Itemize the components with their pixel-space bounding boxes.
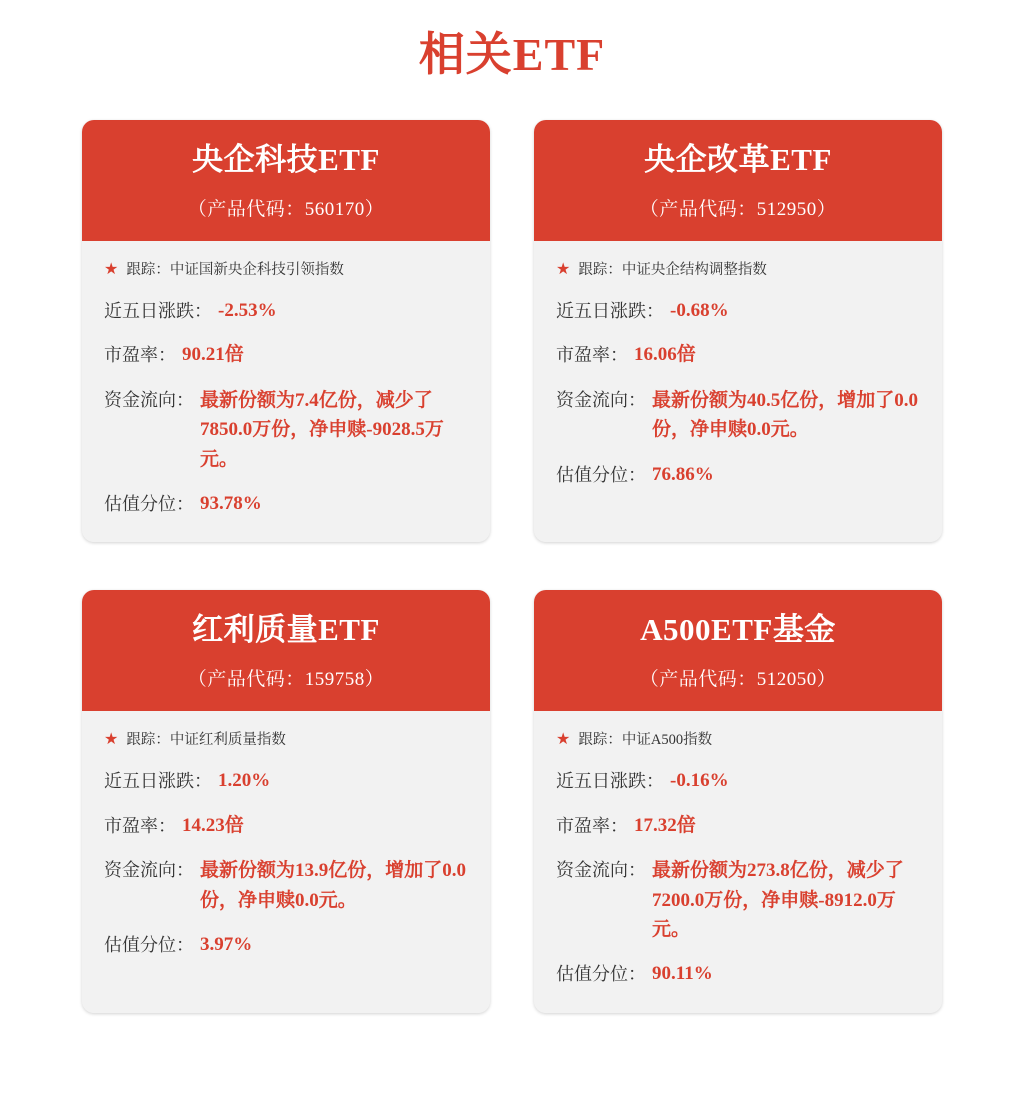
etf-code-prefix: （产品代码： [187, 669, 305, 691]
etf-valuation-label: 估值分位： [556, 464, 646, 485]
etf-valuation-label: 估值分位： [104, 934, 194, 955]
etf-pe-ratio-value: 17.32倍 [634, 814, 696, 836]
etf-code-value: 159758 [304, 669, 365, 691]
etf-five-day-change-label: 近五日涨跌： [556, 771, 664, 792]
etf-code [98, 194, 474, 221]
etf-code [550, 194, 926, 221]
star-icon: ★ [104, 731, 119, 749]
etf-code-prefix: （产品代码： [187, 198, 305, 220]
etf-track-row [556, 261, 920, 279]
etf-fund-flow-label: 资金流向： [556, 860, 646, 881]
etf-card-body [534, 711, 942, 1013]
etf-track-row [104, 261, 468, 279]
etf-card-body [82, 711, 490, 1013]
etf-fund-flow-row [104, 856, 468, 915]
etf-fund-flow-value: 最新份额为40.5亿份，增加了0.0份，净申赎0.0元。 [652, 389, 919, 441]
etf-card-header [82, 590, 490, 711]
etf-track-label: 跟踪： [126, 261, 170, 278]
etf-fund-flow-label: 资金流向： [104, 389, 194, 410]
etf-fund-flow-value: 最新份额为13.9亿份，增加了0.0份，净申赎0.0元。 [200, 860, 467, 911]
etf-five-day-change-value: 1.20% [218, 770, 271, 792]
etf-five-day-change-row [556, 767, 920, 796]
etf-name: 央企科技ETF [192, 142, 380, 177]
etf-pe-ratio-row [556, 812, 920, 841]
etf-code-prefix: （产品代码： [639, 669, 757, 691]
etf-code [550, 664, 926, 691]
etf-pe-ratio-label: 市盈率： [104, 345, 176, 366]
etf-five-day-change-row [104, 767, 468, 796]
etf-card[interactable] [82, 120, 490, 542]
etf-track-row [104, 731, 468, 749]
etf-five-day-change-label: 近五日涨跌： [104, 300, 212, 321]
page-title: 相关ETF [418, 29, 606, 80]
etf-name: 红利质量ETF [192, 612, 380, 648]
etf-valuation-row [104, 931, 468, 960]
etf-track-text [126, 731, 286, 749]
etf-track-label: 跟踪： [578, 732, 622, 749]
etf-track-label: 跟踪： [578, 261, 622, 278]
etf-card[interactable] [534, 120, 942, 542]
etf-valuation-row [556, 461, 920, 490]
etf-fund-flow-row [556, 386, 920, 445]
etf-fund-flow-value: 最新份额为7.4亿份，减少了7850.0万份，净申赎-9028.5万元。 [200, 389, 444, 470]
etf-five-day-change-label: 近五日涨跌： [104, 771, 212, 792]
etf-name: 央企改革ETF [644, 142, 832, 177]
etf-five-day-change-row [556, 297, 920, 326]
etf-five-day-change-row [104, 297, 468, 326]
etf-pe-ratio-row [104, 812, 468, 841]
star-icon: ★ [104, 260, 119, 278]
etf-pe-ratio-label: 市盈率： [104, 815, 176, 836]
etf-valuation-value: 93.78% [200, 492, 262, 514]
etf-card-grid [82, 120, 942, 1013]
etf-fund-flow-row [104, 386, 468, 474]
etf-card-header [82, 120, 490, 241]
etf-five-day-change-value: -0.68% [670, 299, 729, 321]
etf-track-text [578, 261, 767, 279]
etf-five-day-change-label: 近五日涨跌： [556, 300, 664, 321]
etf-pe-ratio-label: 市盈率： [556, 345, 628, 366]
etf-code-suffix: ） [364, 669, 385, 691]
etf-fund-flow-label: 资金流向： [104, 860, 194, 881]
etf-track-label: 跟踪： [126, 732, 170, 749]
etf-valuation-row [556, 960, 920, 989]
etf-valuation-label: 估值分位： [104, 493, 194, 514]
etf-pe-ratio-value: 14.23倍 [182, 814, 244, 836]
etf-code-value: 512050 [756, 669, 817, 691]
etf-fund-flow-value: 最新份额为273.8亿份，减少了7200.0万份，净申赎-8912.0万元。 [652, 860, 904, 940]
etf-track-text [578, 731, 712, 749]
etf-fund-flow-label: 资金流向： [556, 389, 646, 410]
etf-card[interactable] [534, 590, 942, 1012]
etf-five-day-change-value: -2.53% [218, 299, 277, 321]
etf-fund-flow-row [556, 856, 920, 944]
etf-track-row [556, 731, 920, 749]
etf-track-value: 中证央企结构调整指数 [621, 261, 767, 278]
etf-code-suffix: ） [364, 198, 385, 220]
etf-pe-ratio-row [104, 341, 468, 370]
etf-track-value: 中证国新央企科技引领指数 [169, 261, 344, 278]
etf-pe-ratio-row [556, 341, 920, 370]
etf-page [0, 18, 1024, 1013]
etf-pe-ratio-value: 16.06倍 [634, 344, 696, 366]
etf-valuation-value: 3.97% [200, 933, 253, 955]
etf-code-suffix: ） [816, 198, 837, 220]
etf-track-value: 中证A500指数 [621, 732, 713, 749]
etf-card-header [534, 120, 942, 241]
etf-card-body [534, 241, 942, 543]
etf-code-value: 512950 [756, 198, 817, 220]
etf-card[interactable] [82, 590, 490, 1012]
etf-valuation-value: 90.11% [652, 963, 713, 985]
etf-card-header [534, 590, 942, 711]
etf-code-suffix: ） [816, 669, 837, 691]
etf-track-text [126, 261, 344, 279]
etf-code-value: 560170 [304, 198, 365, 220]
etf-card-body [82, 241, 490, 543]
etf-pe-ratio-value: 90.21倍 [182, 344, 244, 366]
etf-pe-ratio-label: 市盈率： [556, 815, 628, 836]
etf-track-value: 中证红利质量指数 [169, 732, 286, 749]
etf-valuation-row [104, 490, 468, 519]
etf-five-day-change-value: -0.16% [670, 770, 729, 792]
etf-code [98, 664, 474, 691]
etf-code-prefix: （产品代码： [639, 198, 757, 220]
etf-valuation-label: 估值分位： [556, 964, 646, 985]
etf-valuation-value: 76.86% [652, 463, 714, 485]
star-icon: ★ [556, 731, 571, 749]
etf-name: A500ETF基金 [640, 612, 836, 648]
star-icon: ★ [556, 260, 571, 278]
